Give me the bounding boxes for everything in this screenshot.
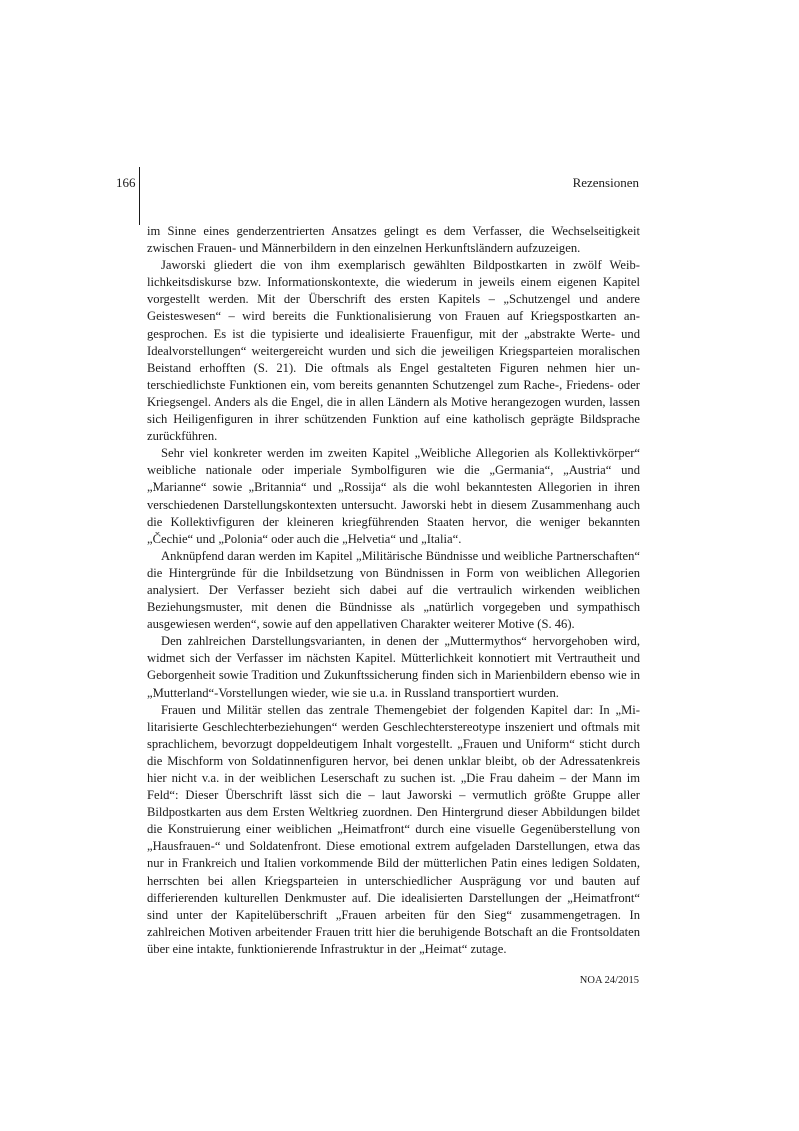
paragraph: im Sinne eines genderzentrierten Ansatzes gelingt es dem Verfasser, die Wechselseitigkeit zwischen Frauen- und Männerbildern in den einzelnen Herkunftsländern aufzuzeigen. xyxy=(147,224,640,256)
paragraph: Frauen und Militär stellen das zentrale Themengebiet der folgenden Kapitel dar: In „Militarisierte Geschlechterbeziehungen“ werden Geschlechterstereotype inszeniert und oftmals mit sprachlichem, bevorzugt doppeldeutigem Inhalt vorgestellt. „Frauen und Uniform“ sticht durch die Mischform von Soldatinnenfiguren hervor, bei denen unklar bleibt, ob der Adressatenkreis hier nicht v.a. in der weiblichen Leserschaft zu suchen ist. „Die Frau daheim – der Mann im Feld“: Dieser Überschrift lässt sich die – laut Jaworski – vermutlich größte Gruppe aller Bildpostkarten aus dem Ersten Weltkrieg zuordnen. Den Hintergrund dieser Abbildungen bildet die Konstruierung einer weiblichen „Heimatfront“ durch eine visuelle Gegenüberstellung von „Hausfrauen-“ und Soldatenfront. Diese emotional extrem aufgeladen Darstellungen, etwa das nur in Frankreich und Italien vorkommende Bild der mütterlichen Patin eines ledigen Soldaten, herrschten bei allen Kriegsparteien in unterschiedlicher Ausprägung vor und bauten auf differierenden kulturellen Denkmuster auf. Die idealisierten Darstellungen der „Heimatfront“ sind unter der Kapitelüberschrift „Frauen arbeiten für den Sieg“ zusammengetragen. In zahlreichen Motiven arbeitender Frauen tritt hier die beruhigende Botschaft an die Frontsoldaten über eine intakte, funktionierende Infrastruktur in der „Heimat“ zutage. xyxy=(147,702,640,956)
journal-footer: NOA 24/2015 xyxy=(579,975,639,986)
body-text xyxy=(147,223,640,958)
paragraph: Sehr viel konkreter werden im zweiten Kapitel „Weibliche Allegorien als Kollektivkörper“ weibliche nationale oder imperiale Symbolfiguren wie die „Germania“, „Austria“ und „Marianne“ sowie „Britannia“ und „Rossija“ als die wohl bekanntesten Allegorien in ihren verschiedenen Darstellungskontexten untersucht. Jaworski hebt in diesem Zusammenhang auch die Kollektivfiguren der kleineren kriegführenden Staaten hervor, die weniger bekannten „Čechie“ und „Polonia“ oder auch die „Helvetia“ und „Italia“. xyxy=(147,446,640,546)
paragraph: Jaworski gliedert die von ihm exemplarisch gewählten Bildpostkarten in zwölf Weiblichkeitsdiskurse bzw. Informationskontexte, die wiederum in jeweils einem eigenen Kapitel vorgestellt werden. Mit der Überschrift des ersten Kapitels – „Schutzengel und andere Geisteswesen“ – wird bereits die Funktionalisierung von Frauen auf Kriegspostkarten angesprochen. Es ist die typisierte und idealisierte Frauenfigur, mit der „abstrakte Werte- und Idealvorstellungen“ weitergereicht wurden und sich die jeweiligen Kriegsparteien moralischen Beistand erhofften (S. 21). Die oftmals als Engel gestalteten Figuren nehmen hier unterschiedlichste Funktionen ein, vom bereits genannten Schutzengel zum Rache-, Friedens- oder Kriegsengel. Anders als die Engel, die in allen Ländern als Motive herangezogen wurden, lassen sich Heiligenfiguren in ihrer schützenden Funktion auf eine katholisch geprägte Bildsprache zurückführen. xyxy=(147,258,640,444)
running-head: Rezensionen xyxy=(572,175,639,190)
paragraph: Den zahlreichen Darstellungsvarianten, in denen der „Muttermythos“ hervorgehoben wird, widmet sich der Verfasser im nächsten Kapitel. Mütterlichkeit konnotiert mit Vertrautheit und Geborgenheit sowie Tradition und Zukunftssicherung finden sich in Marienbildern ebenso wie in „Mutterland“-Vorstellungen wieder, wie sie u.a. in Russland transportiert wurden. xyxy=(147,634,640,700)
header-rule xyxy=(139,167,140,225)
paragraph: Anknüpfend daran werden im Kapitel „Militärische Bündnisse und weibliche Partnerschaften“ die Hintergründe für die Inbildsetzung von Bündnissen in Form von weiblichen Allegorien analysiert. Der Verfasser bezieht sich dabei auf die vertraulich wirkenden weiblichen Beziehungsmuster, mit denen die Bündnisse als „natürlich vorgegeben und sympathisch ausgewiesen werden“, sowie auf den appellativen Charakter weiterer Motive (S. 46). xyxy=(147,548,640,632)
page-number: 166 xyxy=(116,175,136,190)
